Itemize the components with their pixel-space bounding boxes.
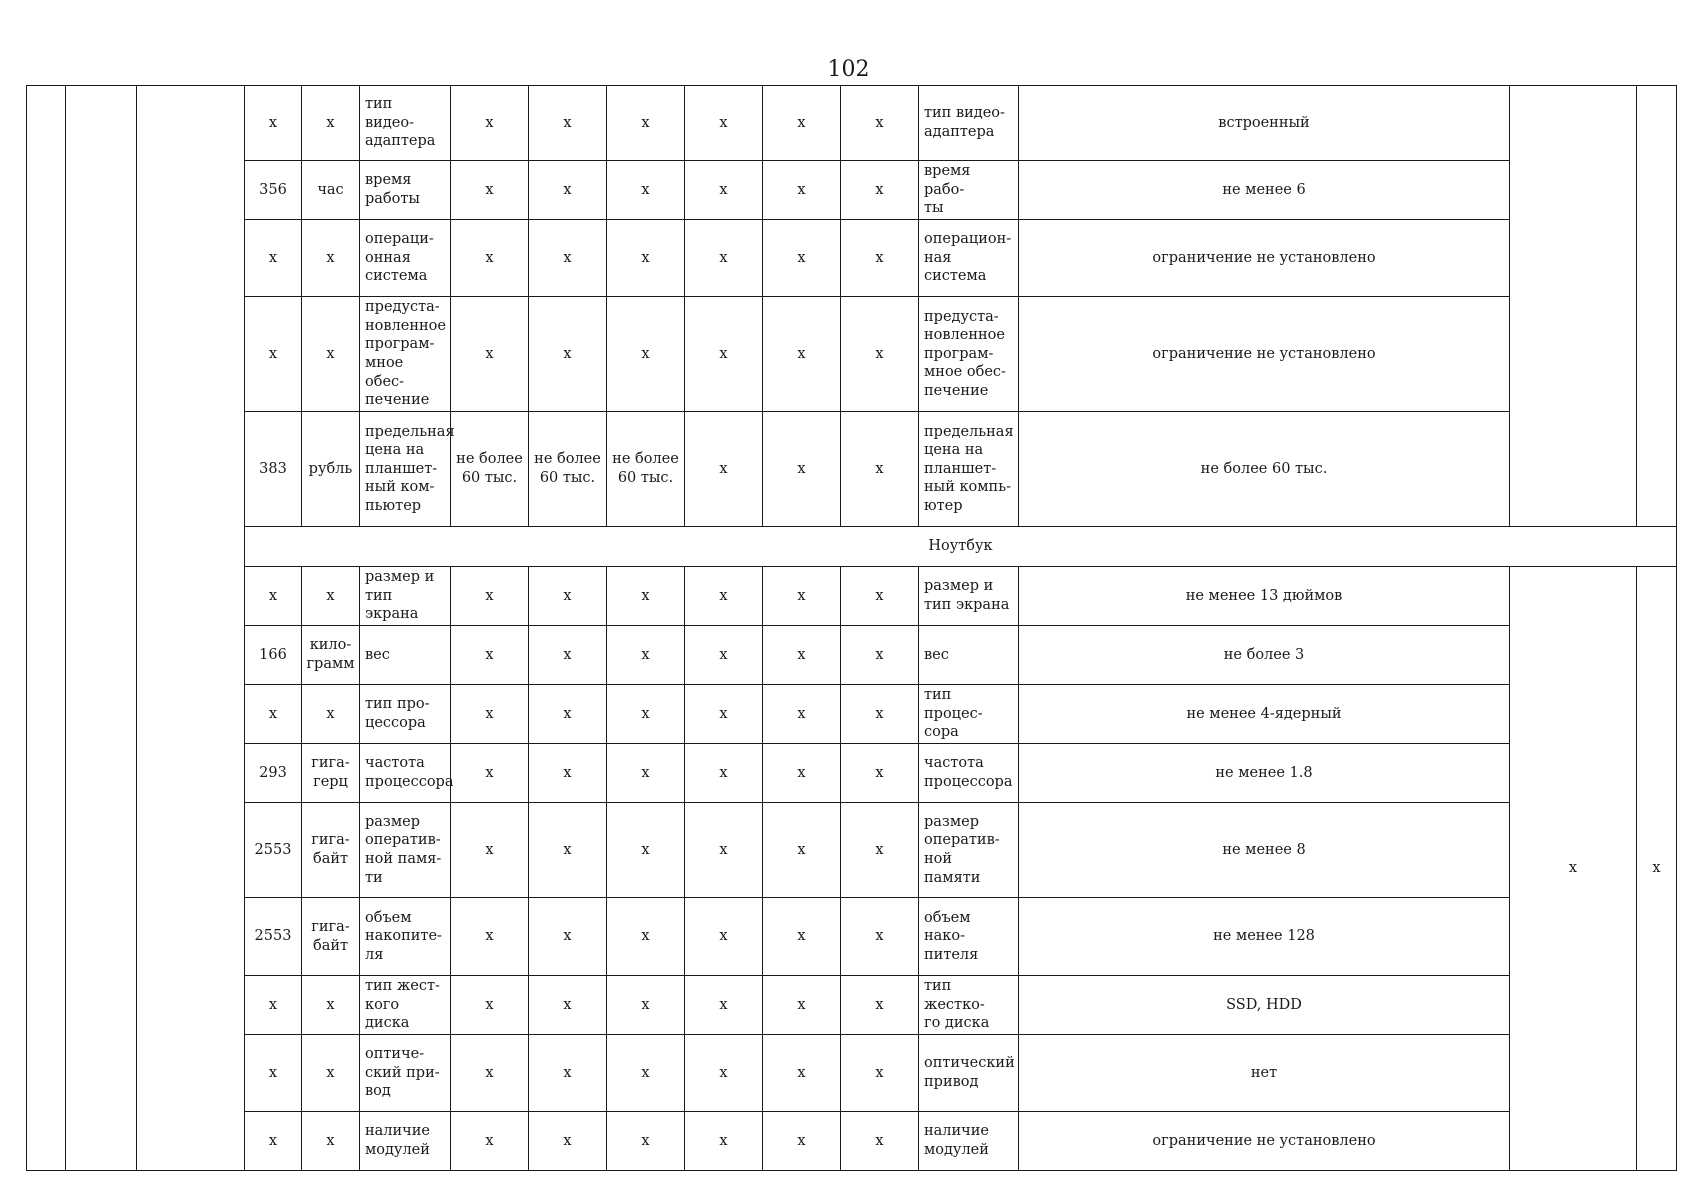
cell-code: 2553 bbox=[245, 898, 302, 976]
cell-v4: x bbox=[685, 898, 763, 976]
table-row bbox=[27, 412, 1677, 527]
cell-v1: x bbox=[451, 86, 529, 161]
merged-cell-col16: x bbox=[1637, 567, 1677, 1171]
cell-unit: x bbox=[302, 220, 360, 297]
cell-v1: x bbox=[451, 161, 529, 220]
table-row bbox=[27, 1035, 1677, 1112]
cell-v6: x bbox=[841, 744, 919, 803]
cell-name: размер и тип экрана bbox=[360, 567, 451, 626]
page-number: 102 bbox=[827, 57, 870, 82]
cell-unit: кило- грамм bbox=[302, 626, 360, 685]
cell-v1: x bbox=[451, 1112, 529, 1171]
cell-name2: тип видео- адаптера bbox=[919, 86, 1019, 161]
cell-v4: x bbox=[685, 220, 763, 297]
cell-v4: x bbox=[685, 803, 763, 898]
cell-name2: вес bbox=[919, 626, 1019, 685]
cell-v3: x bbox=[607, 898, 685, 976]
cell-unit: рубль bbox=[302, 412, 360, 527]
cell-v1: x bbox=[451, 220, 529, 297]
cell-code: x bbox=[245, 567, 302, 626]
left-blank-cell-3 bbox=[137, 86, 245, 1171]
cell-v5: x bbox=[763, 161, 841, 220]
cell-unit: x bbox=[302, 976, 360, 1035]
table-row bbox=[27, 86, 1677, 161]
cell-value: ограничение не установлено bbox=[1019, 297, 1510, 412]
cell-code: 356 bbox=[245, 161, 302, 220]
cell-v3: x bbox=[607, 626, 685, 685]
table-row bbox=[27, 803, 1677, 898]
cell-v4: x bbox=[685, 626, 763, 685]
cell-v4: x bbox=[685, 1112, 763, 1171]
table-body bbox=[27, 86, 1677, 1171]
cell-code: x bbox=[245, 976, 302, 1035]
cell-unit: x bbox=[302, 1112, 360, 1171]
cell-v5: x bbox=[763, 898, 841, 976]
cell-v2: x bbox=[529, 976, 607, 1035]
cell-v2: x bbox=[529, 297, 607, 412]
cell-name: частота процессора bbox=[360, 744, 451, 803]
cell-v2: не более 60 тыс. bbox=[529, 412, 607, 527]
cell-name2: тип жестко- го диска bbox=[919, 976, 1019, 1035]
cell-v4: x bbox=[685, 161, 763, 220]
cell-name: предуста- новленное програм- мное обес- печение bbox=[360, 297, 451, 412]
cell-code: x bbox=[245, 685, 302, 744]
cell-value: ограничение не установлено bbox=[1019, 220, 1510, 297]
left-blank-cell-1 bbox=[27, 86, 66, 1171]
table-row bbox=[27, 161, 1677, 220]
cell-v2: x bbox=[529, 626, 607, 685]
cell-code: 2553 bbox=[245, 803, 302, 898]
cell-v1: x bbox=[451, 567, 529, 626]
cell-v1: x bbox=[451, 898, 529, 976]
table-row bbox=[27, 898, 1677, 976]
cell-unit: x bbox=[302, 567, 360, 626]
cell-value: нет bbox=[1019, 1035, 1510, 1112]
cell-v1: x bbox=[451, 297, 529, 412]
table-row bbox=[27, 567, 1677, 626]
cell-v3: x bbox=[607, 86, 685, 161]
blank-cell-col15 bbox=[1510, 86, 1637, 527]
cell-name2: размер оператив- ной памяти bbox=[919, 803, 1019, 898]
cell-name2: тип процес- сора bbox=[919, 685, 1019, 744]
cell-value: не менее 13 дюймов bbox=[1019, 567, 1510, 626]
cell-unit: час bbox=[302, 161, 360, 220]
cell-code: 293 bbox=[245, 744, 302, 803]
cell-v5: x bbox=[763, 744, 841, 803]
cell-v5: x bbox=[763, 685, 841, 744]
cell-v4: x bbox=[685, 567, 763, 626]
cell-v2: x bbox=[529, 1035, 607, 1112]
cell-v6: x bbox=[841, 1035, 919, 1112]
cell-name: время работы bbox=[360, 161, 451, 220]
cell-name: объем накопите- ля bbox=[360, 898, 451, 976]
cell-v5: x bbox=[763, 626, 841, 685]
cell-code: 383 bbox=[245, 412, 302, 527]
cell-v2: x bbox=[529, 1112, 607, 1171]
cell-name2: операцион- ная система bbox=[919, 220, 1019, 297]
cell-unit: гига- герц bbox=[302, 744, 360, 803]
cell-v6: x bbox=[841, 220, 919, 297]
left-blank-cell-2 bbox=[66, 86, 137, 1171]
cell-name: тип про- цессора bbox=[360, 685, 451, 744]
cell-value: не более 60 тыс. bbox=[1019, 412, 1510, 527]
cell-name2: объем нако- пителя bbox=[919, 898, 1019, 976]
cell-unit: x bbox=[302, 86, 360, 161]
cell-v3: x bbox=[607, 685, 685, 744]
cell-code: x bbox=[245, 220, 302, 297]
cell-value: ограничение не установлено bbox=[1019, 1112, 1510, 1171]
merged-cell-col15: x bbox=[1510, 567, 1637, 1171]
table-row bbox=[27, 744, 1677, 803]
section-title: Ноутбук bbox=[245, 527, 1677, 567]
cell-v4: x bbox=[685, 976, 763, 1035]
cell-v6: x bbox=[841, 898, 919, 976]
cell-v6: x bbox=[841, 412, 919, 527]
cell-v5: x bbox=[763, 976, 841, 1035]
cell-name: тип видео- адаптера bbox=[360, 86, 451, 161]
section-row bbox=[27, 527, 1677, 567]
cell-v2: x bbox=[529, 744, 607, 803]
table-row bbox=[27, 1112, 1677, 1171]
cell-code: x bbox=[245, 1035, 302, 1112]
table-row bbox=[27, 220, 1677, 297]
cell-v1: не более 60 тыс. bbox=[451, 412, 529, 527]
cell-v6: x bbox=[841, 1112, 919, 1171]
cell-v3: x bbox=[607, 744, 685, 803]
cell-v3: x bbox=[607, 567, 685, 626]
cell-v5: x bbox=[763, 567, 841, 626]
cell-code: 166 bbox=[245, 626, 302, 685]
cell-v2: x bbox=[529, 685, 607, 744]
cell-v3: x bbox=[607, 297, 685, 412]
cell-v1: x bbox=[451, 626, 529, 685]
cell-value: не более 3 bbox=[1019, 626, 1510, 685]
cell-v5: x bbox=[763, 412, 841, 527]
cell-unit: x bbox=[302, 1035, 360, 1112]
cell-v3: не более 60 тыс. bbox=[607, 412, 685, 527]
cell-value: SSD, HDD bbox=[1019, 976, 1510, 1035]
cell-v1: x bbox=[451, 685, 529, 744]
cell-v6: x bbox=[841, 567, 919, 626]
cell-v6: x bbox=[841, 161, 919, 220]
cell-value: не менее 6 bbox=[1019, 161, 1510, 220]
cell-v2: x bbox=[529, 220, 607, 297]
cell-unit: x bbox=[302, 685, 360, 744]
cell-v6: x bbox=[841, 86, 919, 161]
cell-name2: частота процессора bbox=[919, 744, 1019, 803]
cell-v5: x bbox=[763, 220, 841, 297]
cell-v1: x bbox=[451, 1035, 529, 1112]
cell-v1: x bbox=[451, 976, 529, 1035]
cell-v2: x bbox=[529, 898, 607, 976]
cell-v5: x bbox=[763, 297, 841, 412]
cell-v4: x bbox=[685, 86, 763, 161]
cell-name: предельная цена на планшет- ный ком- пьютер bbox=[360, 412, 451, 527]
cell-v2: x bbox=[529, 803, 607, 898]
table-row bbox=[27, 976, 1677, 1035]
cell-unit: гига- байт bbox=[302, 803, 360, 898]
cell-v1: x bbox=[451, 803, 529, 898]
cell-v3: x bbox=[607, 803, 685, 898]
cell-code: x bbox=[245, 1112, 302, 1171]
cell-name: тип жест- кого диска bbox=[360, 976, 451, 1035]
cell-v4: x bbox=[685, 744, 763, 803]
cell-value: не менее 1.8 bbox=[1019, 744, 1510, 803]
table-row bbox=[27, 685, 1677, 744]
cell-v6: x bbox=[841, 803, 919, 898]
cell-name2: наличие модулей bbox=[919, 1112, 1019, 1171]
cell-name: наличие модулей bbox=[360, 1112, 451, 1171]
cell-v5: x bbox=[763, 86, 841, 161]
cell-name2: время рабо- ты bbox=[919, 161, 1019, 220]
cell-code: x bbox=[245, 297, 302, 412]
cell-v3: x bbox=[607, 1035, 685, 1112]
cell-name2: размер и тип экрана bbox=[919, 567, 1019, 626]
cell-name2: оптический привод bbox=[919, 1035, 1019, 1112]
cell-name: оптиче- ский при- вод bbox=[360, 1035, 451, 1112]
cell-unit: гига- байт bbox=[302, 898, 360, 976]
cell-v5: x bbox=[763, 1112, 841, 1171]
cell-name2: предельная цена на планшет- ный компь- ютер bbox=[919, 412, 1019, 527]
cell-name: размер оператив- ной памя- ти bbox=[360, 803, 451, 898]
cell-v6: x bbox=[841, 626, 919, 685]
cell-v2: x bbox=[529, 567, 607, 626]
cell-v3: x bbox=[607, 1112, 685, 1171]
cell-name2: предуста- новленное програм- мное обес- печение bbox=[919, 297, 1019, 412]
cell-name: вес bbox=[360, 626, 451, 685]
cell-name: операци- онная система bbox=[360, 220, 451, 297]
cell-v4: x bbox=[685, 1035, 763, 1112]
specification-table bbox=[26, 85, 1677, 1171]
cell-v4: x bbox=[685, 297, 763, 412]
cell-v3: x bbox=[607, 976, 685, 1035]
cell-value: не менее 128 bbox=[1019, 898, 1510, 976]
cell-v4: x bbox=[685, 412, 763, 527]
cell-value: встроенный bbox=[1019, 86, 1510, 161]
cell-v6: x bbox=[841, 685, 919, 744]
cell-v3: x bbox=[607, 220, 685, 297]
cell-value: не менее 4-ядерный bbox=[1019, 685, 1510, 744]
cell-code: x bbox=[245, 86, 302, 161]
blank-cell-col16 bbox=[1637, 86, 1677, 527]
cell-v2: x bbox=[529, 86, 607, 161]
table-row bbox=[27, 626, 1677, 685]
cell-v4: x bbox=[685, 685, 763, 744]
cell-v5: x bbox=[763, 803, 841, 898]
cell-v1: x bbox=[451, 744, 529, 803]
table-row bbox=[27, 297, 1677, 412]
cell-value: не менее 8 bbox=[1019, 803, 1510, 898]
cell-v3: x bbox=[607, 161, 685, 220]
cell-v5: x bbox=[763, 1035, 841, 1112]
cell-v2: x bbox=[529, 161, 607, 220]
cell-v6: x bbox=[841, 976, 919, 1035]
cell-v6: x bbox=[841, 297, 919, 412]
cell-unit: x bbox=[302, 297, 360, 412]
